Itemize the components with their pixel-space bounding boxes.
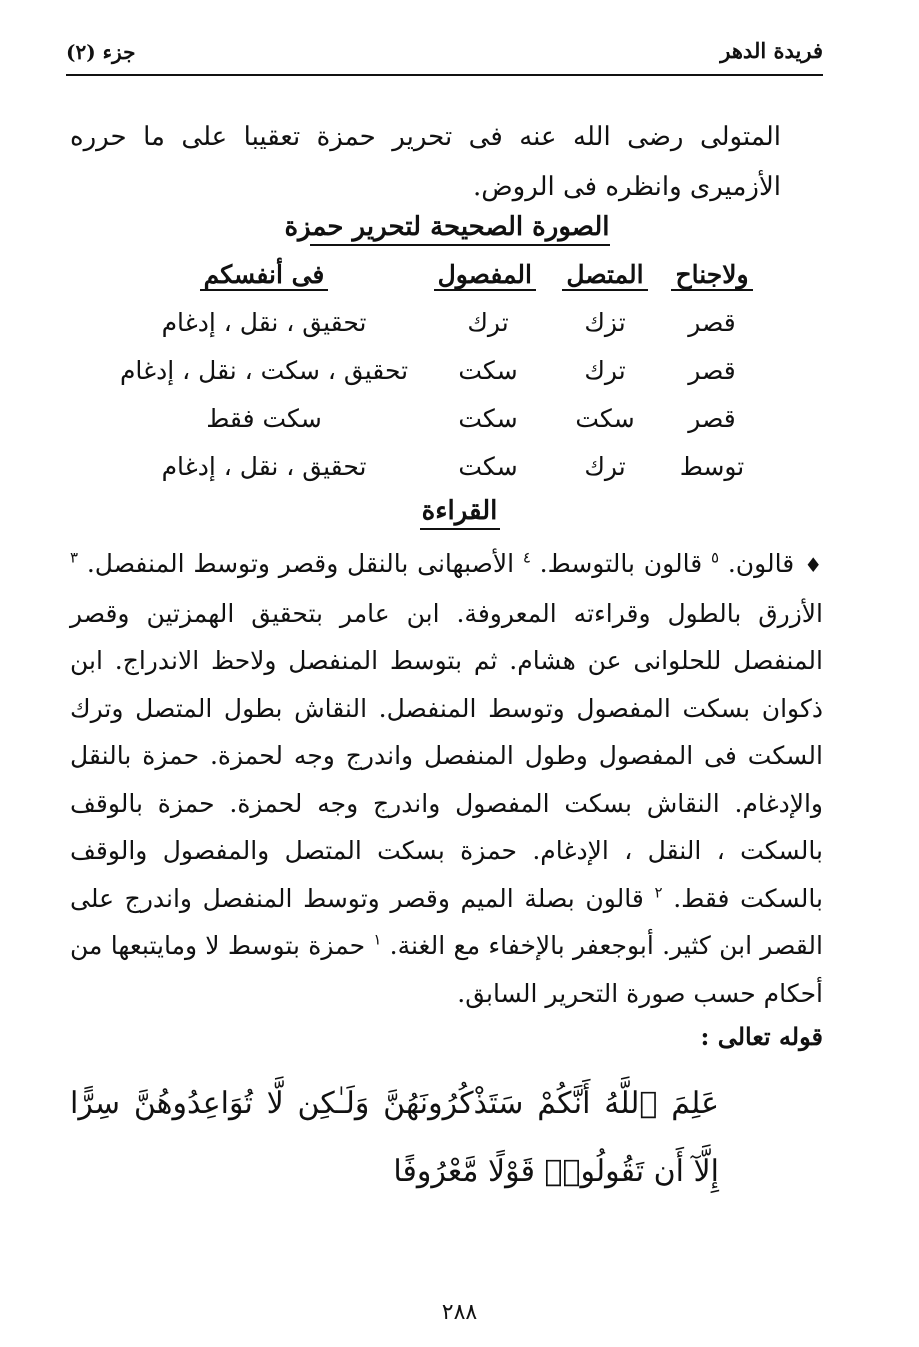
table-cell: تحقيق ، نقل ، إدغام (161, 452, 367, 481)
reading-segment: قالون بصلة الميم وقصر وتوسط المنفصل واندرج على القصر ابن كثير. أبوجعفر بالإخفاء مع الغنة. (70, 883, 823, 960)
page-number: ٢٨٨ (441, 1300, 478, 1325)
table-cell: ترك (467, 308, 509, 337)
reading-segment: قالون بالتوسط. (530, 549, 703, 578)
table-cell: ترك (584, 356, 626, 385)
table-header-cell: ولاجناح (664, 260, 760, 289)
part-label: جزء (٢) (66, 40, 136, 64)
reading-paragraph (70, 540, 823, 1017)
table-cell: توسط (679, 452, 745, 481)
reading-segment: حمزة بتوسط لا ومايتبعها من أحكام حسب صورة التحرير السابق. (70, 931, 823, 1008)
table-cell: تزك (584, 308, 626, 337)
table-cell: سكت فقط (206, 404, 322, 433)
reading-segment: الأصبهانى بالنقل وقصر وتوسط المنفصل. (78, 549, 515, 578)
table-cell: سكت (458, 356, 518, 385)
book-title: فريدة الدهر (720, 38, 823, 63)
table-cell: تحقيق ، نقل ، إدغام (161, 308, 367, 337)
table-cell: ترك (584, 452, 626, 481)
table-header-cell: المتصل (562, 260, 648, 289)
header-rule (66, 74, 823, 76)
quran-verse: عَلِمَ ٱللَّهُ أَنَّكُمْ سَتَذْكُرُونَهُنَّ وَلَـٰكِن لَّا تُوَاعِدُوهُنَّ سِرًّا إِلَّآ أَن تَقُولُوا۟ قَوْلًا مَّعْرُوفًا (70, 1086, 719, 1189)
table-cell: قصر (688, 308, 736, 337)
intro-paragraph: المتولى رضى الله عنه فى تحرير حمزة تعقيبا على ما حرره الأزميرى وانظره فى الروض. (70, 122, 781, 202)
verse-label: قوله تعالى : (700, 1022, 823, 1051)
table-cell: سكت (458, 452, 518, 481)
footnote-marker: ٢ (654, 883, 663, 902)
footnote-marker: ٤ (522, 548, 531, 567)
footnote-marker: ٣ (70, 548, 79, 567)
table-header-row (120, 260, 760, 304)
table-cell: قصر (688, 356, 736, 385)
table-cell: قصر (688, 404, 736, 433)
table-row (120, 308, 760, 352)
page-header (66, 34, 823, 76)
table-row (120, 404, 760, 448)
reading-segment: قالون. (719, 549, 795, 578)
table-header-cell: فى أنفسكم (114, 260, 414, 289)
table-title: الصورة الصحيحة لتحرير حمزة (310, 212, 610, 246)
table-header-cell: المفصول (440, 260, 536, 289)
reading-title: القراءة (420, 496, 500, 530)
table-cell: سكت (458, 404, 518, 433)
table-cell: سكت (575, 404, 635, 433)
reading-segment: الأزرق بالطول وقراءته المعروفة. ابن عامر بتحقيق الهمزتين وقصر المنفصل للحلوانى عن هشام. ثم بتوسط المنفصل ولاحظ الاندراج. ابن ذكوان بسكت المفصول وتوسط المنفصل. النقاش بطول المتصل وترك السكت فى المفصول وطول المنفصل واندرج وجه لحمزة. حمزة بالنقل والإدغام. النقاش بسكت المفصول واندرج وجه لحمزة. حمزة بالوقف بالسكت ، النقل ، الإدغام. حمزة بسكت المتصل والمفصول والوقف بالسكت فقط. (70, 598, 823, 913)
table-row (120, 452, 760, 496)
footnote-marker: ١ (373, 930, 382, 949)
table-cell: تحقيق ، سكت ، نقل ، إدغام (119, 356, 409, 385)
table-row (120, 356, 760, 400)
footnote-marker: ٥ (710, 548, 720, 567)
diamond-bullet-icon: ♦ (804, 553, 823, 577)
